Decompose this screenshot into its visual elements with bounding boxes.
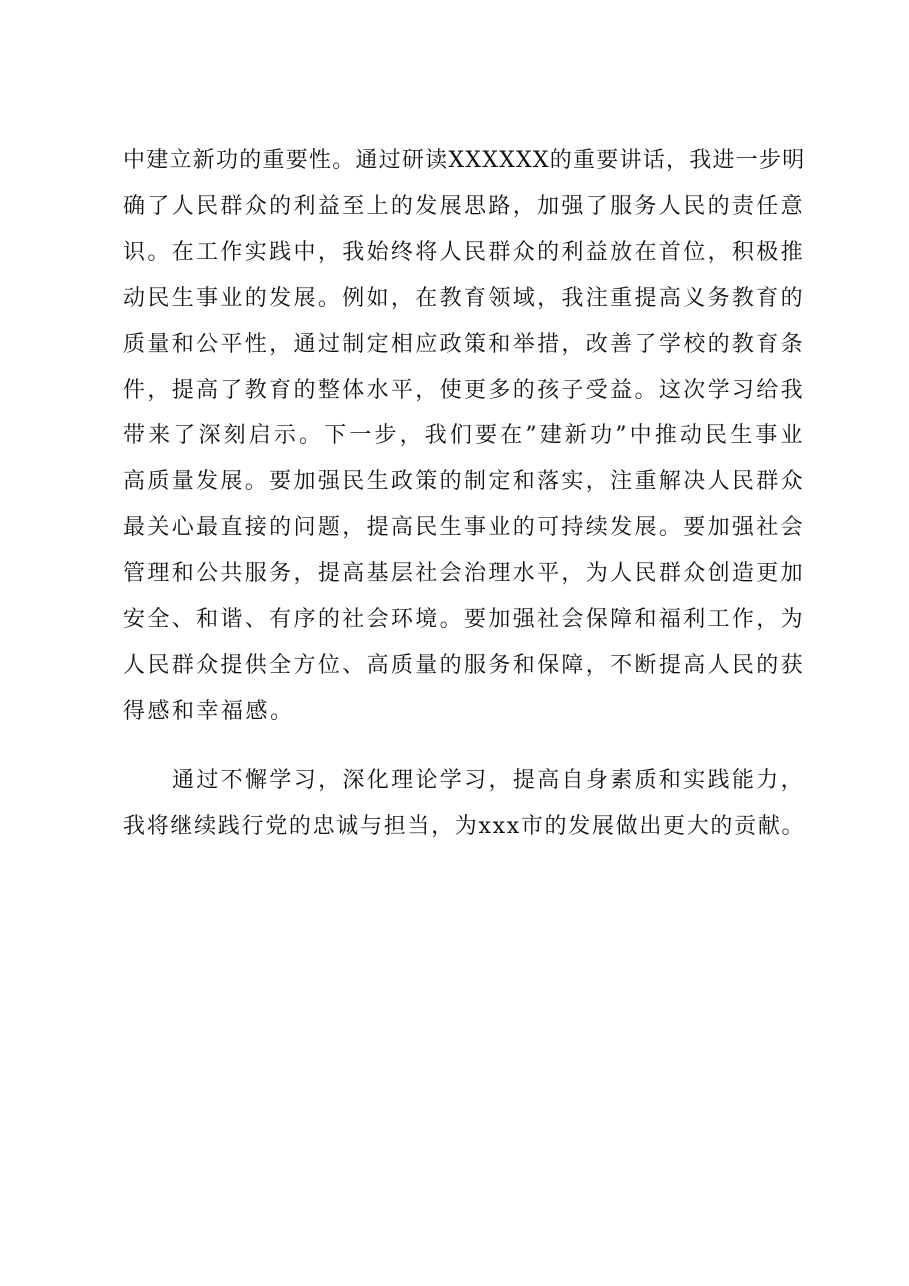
paragraph-1-line: 得感和幸福感。: [123, 698, 295, 724]
paragraph-1-line: 高质量发展。要加强民生政策的制定和落实，注重解决人民群众: [123, 469, 806, 495]
paragraph-1-line: 动民生事业的发展。例如，在教育领域，我注重提高义务教育的: [123, 285, 806, 311]
paragraph-1-line: 安全、和谐、有序的社会环境。要加强社会保障和福利工作，为: [123, 607, 806, 633]
paragraph-1-line: 质量和公平性，通过制定相应政策和举措，改善了学校的教育条: [123, 331, 806, 357]
paragraph-1: [123, 138, 805, 735]
paragraph-1-line: 最关心最直接的问题，提高民生事业的可持续发展。要加强社会: [123, 515, 806, 541]
paragraph-2: [123, 758, 805, 850]
paragraph-1-line: 件，提高了教育的整体水平，使更多的孩子受益。这次学习给我: [123, 377, 806, 403]
paragraph-1-line: 识。在工作实践中，我始终将人民群众的利益放在首位，积极推: [123, 239, 806, 265]
paragraph-1-line: 带来了深刻启示。下一步，我们要在”建新功”中推动民生事业: [123, 423, 805, 449]
paragraph-1-line: 中建立新功的重要性。通过研读XXXXXX的重要讲话，我进一步明: [123, 148, 806, 173]
paragraph-1-line: 确了人民群众的利益至上的发展思路，加强了服务人民的责任意: [123, 193, 806, 219]
paragraph-2-line: 我将继续践行党的忠诚与担当，为xxx市的发展做出更大的贡献。: [123, 813, 806, 839]
paragraph-1-line: 管理和公共服务，提高基层社会治理水平，为人民群众创造更加: [123, 561, 806, 587]
paragraph-2-line: 通过不懈学习，深化理论学习，提高自身素质和实践能力，: [172, 768, 806, 793]
paragraph-1-line: 人民群众提供全方位、高质量的服务和保障，不断提高人民的获: [123, 652, 806, 678]
